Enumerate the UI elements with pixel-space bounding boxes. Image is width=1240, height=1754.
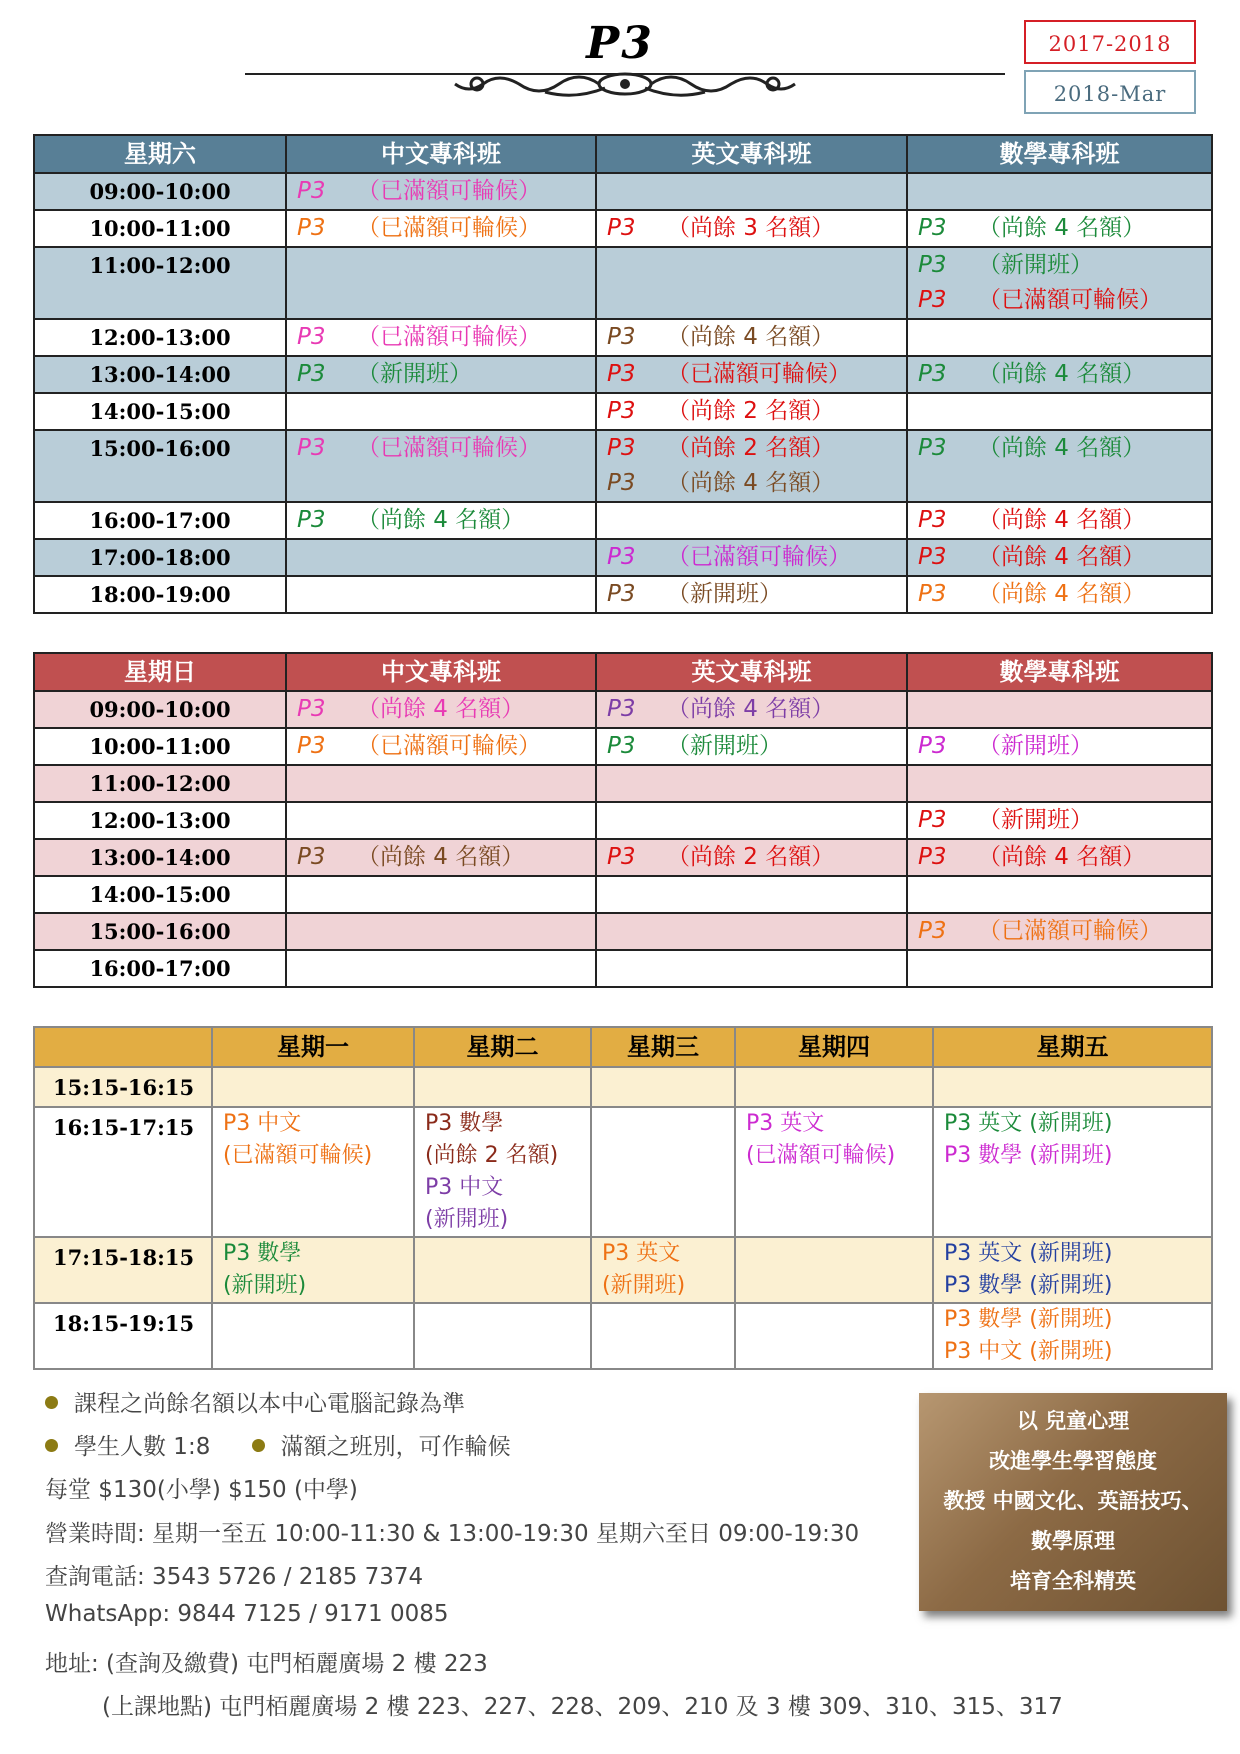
time-slot: 15:00-16:00 [34, 913, 286, 950]
class-status: P3 英文 (新開班) [944, 1241, 1113, 1266]
class-entry [297, 692, 585, 727]
class-status: P3 中文 [223, 1111, 302, 1136]
time-slot: 10:00-11:00 [34, 728, 286, 765]
grade-code: P3 [297, 435, 326, 461]
class-entry [944, 1238, 1201, 1270]
saturday-column-header: 中文專科班 [286, 135, 596, 173]
table-row [34, 765, 1212, 802]
class-cell [286, 356, 596, 393]
grade-code: P3 [297, 361, 326, 387]
sunday-column-header: 中文專科班 [286, 653, 596, 691]
class-cell [414, 1237, 591, 1303]
class-cell [907, 765, 1212, 802]
class-entry [425, 1172, 580, 1204]
table-row [34, 210, 1212, 247]
class-cell [596, 319, 907, 356]
class-cell [596, 802, 907, 839]
class-cell [596, 765, 907, 802]
class-cell [933, 1237, 1212, 1303]
grade-code: P3 [918, 733, 947, 759]
time-slot: 17:00-18:00 [34, 539, 286, 576]
class-cell [596, 876, 907, 913]
class-entry [607, 729, 896, 764]
class-cell [596, 430, 907, 502]
bullet-icon [45, 1396, 58, 1409]
class-cell [286, 247, 596, 319]
grade-code: P3 [607, 398, 636, 424]
class-entry [746, 1140, 922, 1172]
class-entry [607, 577, 896, 612]
class-cell [596, 502, 907, 539]
grade-code: P3 [918, 918, 947, 944]
class-cell [907, 950, 1212, 987]
time-slot: 18:15-19:15 [34, 1303, 212, 1369]
grade-code: P3 [607, 435, 636, 461]
grade-code: P3 [607, 470, 636, 496]
class-entry [425, 1204, 580, 1236]
class-cell [286, 839, 596, 876]
class-cell [907, 356, 1212, 393]
saturday-column-header: 星期六 [34, 135, 286, 173]
class-status: P3 數學 (新開班) [944, 1273, 1113, 1298]
table-row [34, 913, 1212, 950]
class-cell [212, 1067, 414, 1107]
class-status: (新開班) [425, 1207, 509, 1232]
class-cell [907, 839, 1212, 876]
grade-code: P3 [607, 733, 636, 759]
class-cell [591, 1067, 735, 1107]
class-entry [918, 431, 1201, 466]
class-cell [286, 210, 596, 247]
time-slot: 11:00-12:00 [34, 765, 286, 802]
class-cell [907, 430, 1212, 502]
weekday-column-header: 星期四 [735, 1027, 933, 1067]
class-entry [918, 357, 1201, 392]
class-cell [907, 876, 1212, 913]
class-cell [907, 539, 1212, 576]
class-entry [223, 1270, 403, 1302]
class-status: P3 中文 (新開班) [944, 1339, 1113, 1364]
weekday-column-header: 星期一 [212, 1027, 414, 1067]
table-row [34, 356, 1212, 393]
table-row [34, 319, 1212, 356]
class-status: （已滿額可輪候） [357, 733, 541, 759]
class-entry [944, 1304, 1201, 1336]
class-status: （尚餘 4 名額） [978, 215, 1146, 241]
class-cell [907, 210, 1212, 247]
saturday-column-header: 數學專科班 [907, 135, 1212, 173]
grade-code: P3 [918, 435, 947, 461]
grade-code: P3 [607, 544, 636, 570]
class-status: （已滿額可輪候） [357, 178, 541, 204]
class-cell [907, 393, 1212, 430]
class-cell [591, 1303, 735, 1369]
table-row [34, 430, 1212, 502]
sunday-column-header: 星期日 [34, 653, 286, 691]
phone-text: 查詢電話: 3543 5726 / 2185 7374 [45, 1564, 424, 1590]
saturday-column-header: 英文專科班 [596, 135, 907, 173]
class-cell [933, 1303, 1212, 1369]
class-cell [286, 539, 596, 576]
class-status: （尚餘 4 名額） [978, 581, 1146, 607]
grade-code: P3 [297, 507, 326, 533]
class-cell [596, 950, 907, 987]
class-status: （尚餘 2 名額） [667, 435, 835, 461]
class-entry [223, 1140, 403, 1172]
class-entry [297, 357, 585, 392]
month-badge: 2018-Mar [1024, 70, 1196, 114]
class-entry [297, 840, 585, 875]
time-slot: 09:00-10:00 [34, 173, 286, 210]
class-entry [607, 431, 896, 466]
grade-code: P3 [297, 696, 326, 722]
class-entry [918, 540, 1201, 575]
time-slot: 12:00-13:00 [34, 802, 286, 839]
class-cell [735, 1067, 933, 1107]
class-cell [286, 876, 596, 913]
whatsapp-text: WhatsApp: 9844 7125 / 9171 0085 [45, 1601, 449, 1627]
table-row [34, 1303, 1212, 1369]
grade-code: P3 [918, 544, 947, 570]
class-status: （新開班） [978, 807, 1093, 833]
grade-code: P3 [297, 178, 326, 204]
class-entry [607, 840, 896, 875]
class-status: （尚餘 3 名額） [667, 215, 835, 241]
time-slot: 16:15-17:15 [34, 1107, 212, 1237]
class-status: （新開班） [667, 581, 782, 607]
class-status: (已滿額可輪候) [746, 1143, 896, 1168]
class-status: （尚餘 4 名額） [357, 844, 525, 870]
time-slot: 16:00-17:00 [34, 502, 286, 539]
slogan-line: 培育全科精英 [1010, 1569, 1136, 1593]
note-availability: 課程之尚餘名額以本中心電腦記錄為準 [45, 1385, 465, 1418]
class-status: （尚餘 4 名額） [667, 324, 835, 350]
saturday-header-row [34, 135, 1212, 173]
class-cell [596, 173, 907, 210]
time-slot: 15:00-16:00 [34, 430, 286, 502]
class-entry [607, 394, 896, 429]
class-status: （尚餘 2 名額） [667, 398, 835, 424]
table-row [34, 247, 1212, 319]
slogan-line: 以 兒童心理 [1016, 1409, 1130, 1433]
grade-code: P3 [607, 581, 636, 607]
grade-code: P3 [918, 252, 947, 278]
class-entry [607, 357, 896, 392]
class-cell [907, 247, 1212, 319]
table-row [34, 393, 1212, 430]
note-ratio: 學生人數 1:8 滿額之班別，可作輪候 [45, 1428, 511, 1461]
grade-code: P3 [297, 733, 326, 759]
table-row [34, 576, 1212, 613]
sunday-header-row [34, 653, 1212, 691]
class-status: P3 中文 [425, 1175, 504, 1200]
table-row [34, 173, 1212, 210]
class-entry [944, 1108, 1201, 1140]
class-cell [735, 1303, 933, 1369]
class-status: （新開班） [978, 252, 1093, 278]
class-entry [918, 211, 1201, 246]
grade-code: P3 [607, 696, 636, 722]
bullet-icon [45, 1439, 58, 1452]
class-cell [596, 691, 907, 728]
weekday-column-header: 星期五 [933, 1027, 1212, 1067]
class-cell [414, 1067, 591, 1107]
table-row [34, 691, 1212, 728]
class-entry [297, 320, 585, 355]
class-status: P3 數學 [425, 1111, 504, 1136]
table-row [34, 802, 1212, 839]
class-cell [907, 728, 1212, 765]
table-row [34, 728, 1212, 765]
class-status: （已滿額可輪候） [357, 435, 541, 461]
address-text: 地址: (查詢及繳費) 屯門栢麗廣場 2 樓 223 [45, 1651, 488, 1677]
class-entry [918, 729, 1201, 764]
class-entry [944, 1336, 1201, 1368]
class-status: P3 數學 (新開班) [944, 1307, 1113, 1332]
class-status: （新開班） [978, 733, 1093, 759]
grade-code: P3 [297, 324, 326, 350]
class-status: P3 數學 [223, 1241, 302, 1266]
class-status: （尚餘 4 名額） [357, 696, 525, 722]
class-cell [414, 1107, 591, 1237]
class-cell [286, 393, 596, 430]
class-cell [596, 576, 907, 613]
class-entry [918, 840, 1201, 875]
grade-code: P3 [918, 581, 947, 607]
time-slot: 10:00-11:00 [34, 210, 286, 247]
class-status: （已滿額可輪候） [667, 361, 851, 387]
table-row [34, 950, 1212, 987]
class-entry [607, 466, 896, 501]
class-entry [607, 211, 896, 246]
class-cell [596, 728, 907, 765]
slogan-line: 教授 中國文化、英語技巧、 [943, 1489, 1203, 1513]
grade-code: P3 [297, 215, 326, 241]
class-status: （尚餘 2 名額） [667, 844, 835, 870]
weekday-column-header [34, 1027, 212, 1067]
class-entry [297, 503, 585, 538]
slogan-box [919, 1393, 1227, 1611]
time-slot: 12:00-13:00 [34, 319, 286, 356]
time-slot: 18:00-19:00 [34, 576, 286, 613]
time-slot: 16:00-17:00 [34, 950, 286, 987]
class-status: （尚餘 4 名額） [667, 470, 835, 496]
class-cell [907, 502, 1212, 539]
table-row [34, 1107, 1212, 1237]
grade-code: P3 [918, 844, 947, 870]
class-cell [286, 765, 596, 802]
table-row [34, 876, 1212, 913]
class-cell [596, 839, 907, 876]
class-cell [286, 691, 596, 728]
slogan-line: 數學原理 [1031, 1529, 1115, 1553]
class-cell [596, 913, 907, 950]
class-status: （尚餘 4 名額） [978, 844, 1146, 870]
class-cell [286, 802, 596, 839]
class-status: （尚餘 4 名額） [667, 696, 835, 722]
time-slot: 14:00-15:00 [34, 393, 286, 430]
class-cell [212, 1107, 414, 1237]
class-cell [212, 1303, 414, 1369]
class-entry [918, 803, 1201, 838]
saturday-schedule-table [33, 134, 1213, 614]
time-slot: 11:00-12:00 [34, 247, 286, 319]
class-cell [933, 1107, 1212, 1237]
class-status: (新開班) [223, 1273, 307, 1298]
class-status: （尚餘 4 名額） [978, 544, 1146, 570]
class-status: P3 數學 (新開班) [944, 1143, 1113, 1168]
grade-code: P3 [607, 844, 636, 870]
class-cell [596, 247, 907, 319]
class-status: （已滿額可輪候） [978, 918, 1162, 944]
grade-code: P3 [607, 215, 636, 241]
class-cell [907, 802, 1212, 839]
time-slot: 13:00-14:00 [34, 839, 286, 876]
ornament-divider-icon [245, 62, 1005, 102]
class-cell [286, 728, 596, 765]
table-row [34, 502, 1212, 539]
class-cell [735, 1107, 933, 1237]
time-slot: 13:00-14:00 [34, 356, 286, 393]
class-status: （尚餘 4 名額） [978, 435, 1146, 461]
class-status: （新開班） [357, 361, 472, 387]
table-row [34, 1237, 1212, 1303]
weekday-column-header: 星期三 [591, 1027, 735, 1067]
grade-code: P3 [918, 287, 947, 313]
year-range-badge: 2017-2018 [1024, 20, 1196, 64]
class-entry [223, 1108, 403, 1140]
class-location-text: (上課地點) 屯門栢麗廣場 2 樓 223、227、228、209、210 及 3 樓 309、310、315、317 [102, 1694, 1063, 1720]
class-status: P3 英文 [602, 1241, 681, 1266]
class-cell [286, 950, 596, 987]
class-cell [735, 1237, 933, 1303]
class-cell [596, 393, 907, 430]
class-entry [918, 283, 1201, 318]
sunday-column-header: 英文專科班 [596, 653, 907, 691]
table-row [34, 1067, 1212, 1107]
grade-code: P3 [607, 324, 636, 350]
class-cell [286, 430, 596, 502]
weekday-header-row [34, 1027, 1212, 1067]
class-entry [297, 174, 585, 209]
hours-text: 營業時間: 星期一至五 10:00-11:30 & 13:00-19:30 星期六至日 09:00-19:30 [45, 1521, 860, 1547]
class-entry [918, 503, 1201, 538]
time-slot: 15:15-16:15 [34, 1067, 212, 1107]
grade-code: P3 [918, 807, 947, 833]
class-cell [286, 502, 596, 539]
class-entry [607, 692, 896, 727]
class-cell [596, 356, 907, 393]
class-status: （已滿額可輪候） [667, 544, 851, 570]
class-status: (尚餘 2 名額) [425, 1143, 559, 1168]
class-cell [907, 173, 1212, 210]
class-status: （尚餘 4 名額） [978, 507, 1146, 533]
class-status: （尚餘 4 名額） [357, 507, 525, 533]
class-entry [425, 1108, 580, 1140]
class-status: （尚餘 4 名額） [978, 361, 1146, 387]
class-entry [918, 248, 1201, 283]
class-cell [907, 319, 1212, 356]
class-cell [286, 576, 596, 613]
page-title: P3 [586, 18, 654, 69]
class-status: （已滿額可輪候） [978, 287, 1162, 313]
table-row [34, 539, 1212, 576]
class-status: （已滿額可輪候） [357, 324, 541, 350]
class-entry [297, 211, 585, 246]
time-slot: 17:15-18:15 [34, 1237, 212, 1303]
class-status: (新開班) [602, 1273, 686, 1298]
sunday-column-header: 數學專科班 [907, 653, 1212, 691]
sunday-schedule-table [33, 652, 1213, 988]
class-status: (已滿額可輪候) [223, 1143, 373, 1168]
class-cell [596, 539, 907, 576]
class-entry [425, 1140, 580, 1172]
class-entry [297, 431, 585, 466]
class-cell [286, 173, 596, 210]
grade-code: P3 [607, 361, 636, 387]
class-cell [596, 210, 907, 247]
class-cell [286, 913, 596, 950]
class-entry [297, 729, 585, 764]
class-status: P3 英文 (新開班) [944, 1111, 1113, 1136]
class-status: （已滿額可輪候） [357, 215, 541, 241]
class-cell [286, 319, 596, 356]
class-entry [918, 914, 1201, 949]
fee-text: 每堂 $130(小學) $150 (中學) [45, 1477, 358, 1503]
grade-code: P3 [918, 361, 947, 387]
grade-code: P3 [297, 844, 326, 870]
bullet-icon [252, 1439, 265, 1452]
class-entry [944, 1140, 1201, 1172]
class-entry [607, 320, 896, 355]
class-cell [591, 1107, 735, 1237]
class-entry [918, 577, 1201, 612]
time-slot: 14:00-15:00 [34, 876, 286, 913]
grade-code: P3 [918, 507, 947, 533]
class-status: P3 英文 [746, 1111, 825, 1136]
weekday-column-header: 星期二 [414, 1027, 591, 1067]
class-cell [591, 1237, 735, 1303]
time-slot: 09:00-10:00 [34, 691, 286, 728]
class-cell [907, 913, 1212, 950]
class-cell [933, 1067, 1212, 1107]
class-cell [414, 1303, 591, 1369]
class-entry [607, 540, 896, 575]
class-cell [907, 576, 1212, 613]
grade-code: P3 [918, 215, 947, 241]
class-entry [944, 1270, 1201, 1302]
class-status: （新開班） [667, 733, 782, 759]
class-entry [223, 1238, 403, 1270]
class-cell [907, 691, 1212, 728]
class-entry [602, 1270, 724, 1302]
class-entry [602, 1238, 724, 1270]
slogan-line: 改進學生學習態度 [989, 1449, 1157, 1473]
class-entry [746, 1108, 922, 1140]
class-cell [212, 1237, 414, 1303]
weekday-schedule-table [33, 1026, 1213, 1370]
table-row [34, 839, 1212, 876]
